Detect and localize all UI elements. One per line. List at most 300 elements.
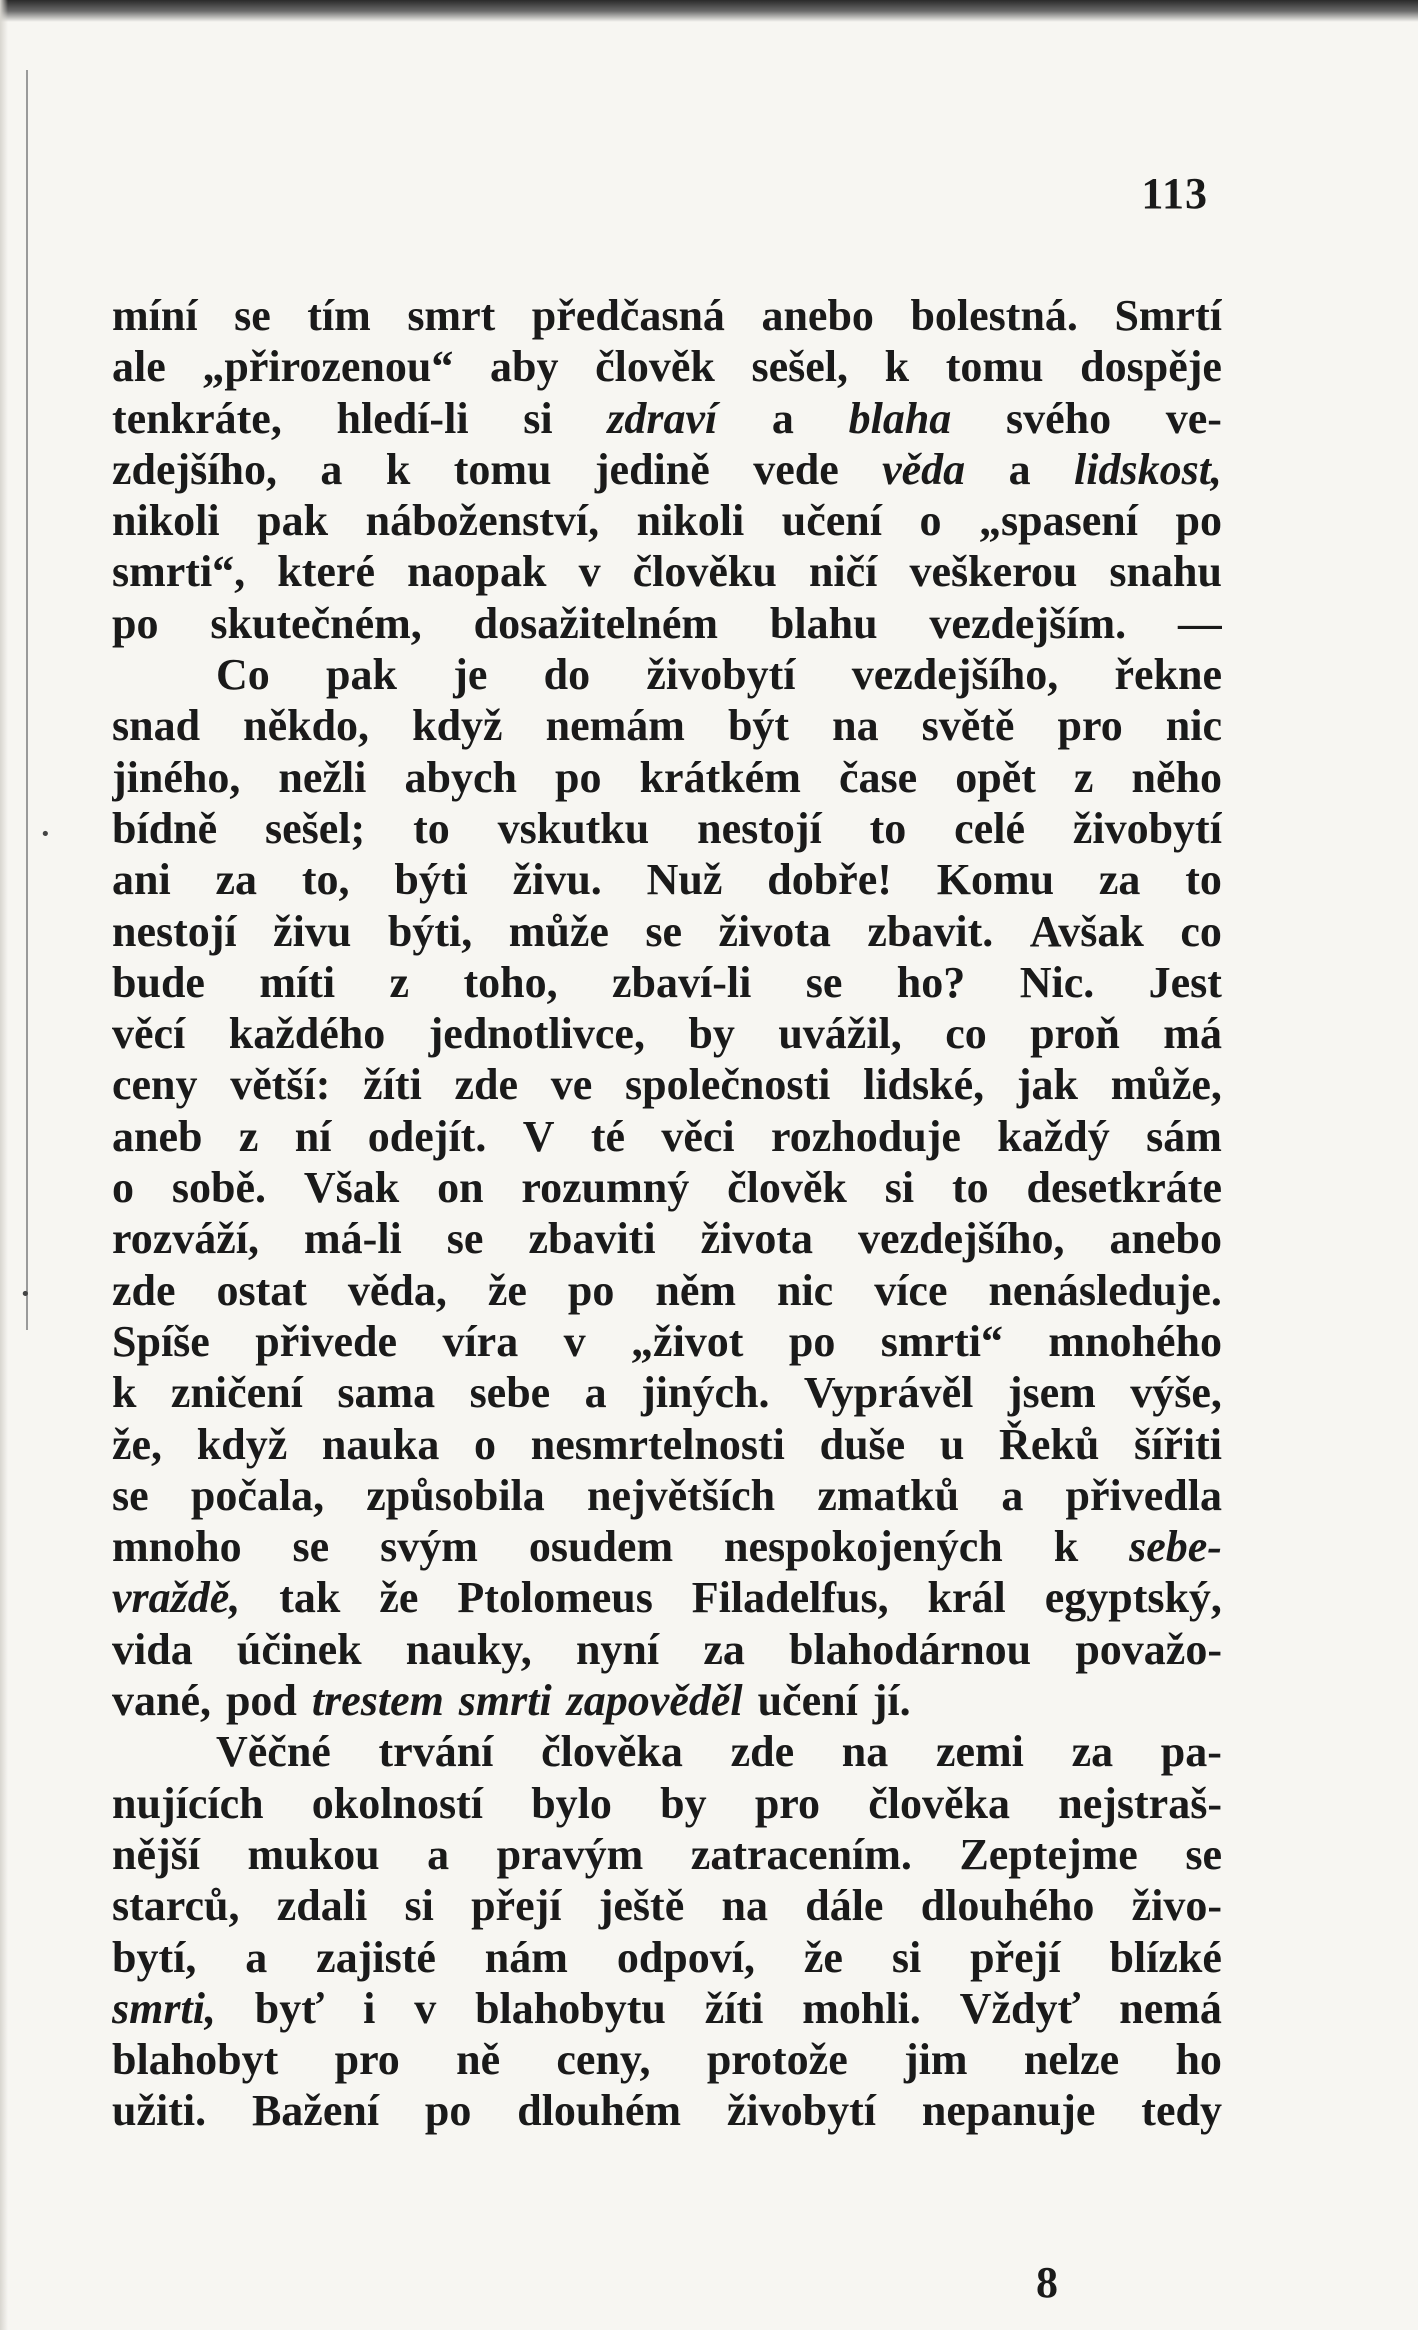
word: nauka (321, 1419, 440, 1469)
word: nám (484, 1932, 568, 1982)
word: sama (337, 1368, 436, 1418)
word: zmatků (817, 1470, 960, 1520)
word: po (555, 752, 602, 802)
word: pod (225, 1676, 297, 1726)
word: zde (454, 1060, 519, 1110)
text-line (112, 649, 1222, 700)
word: jim (904, 2035, 968, 2085)
word: V (522, 1111, 555, 1161)
word: míti (259, 957, 336, 1007)
word: „život (631, 1316, 744, 1366)
word: toho, (463, 957, 558, 1007)
word: tím (307, 291, 371, 340)
word: po (788, 1316, 836, 1366)
word: věda (882, 444, 966, 494)
word: a (427, 1829, 450, 1879)
word: zde (730, 1727, 795, 1777)
word: za (215, 855, 258, 905)
word: ve- (1165, 393, 1222, 443)
word: Ptolomeus (457, 1573, 653, 1623)
word: každého (228, 1009, 386, 1059)
word: ostat (216, 1265, 307, 1315)
text-line (112, 1265, 1222, 1316)
word: „spasení (979, 496, 1138, 546)
word: nepanuje (921, 2086, 1096, 2136)
word: života (700, 1214, 813, 1264)
word: Nic. (1019, 957, 1095, 1007)
text-line (112, 341, 1222, 392)
word: sešel, (751, 342, 849, 392)
word: Věčné (216, 1727, 331, 1777)
text-line (112, 1111, 1222, 1162)
word: přejí (471, 1881, 562, 1931)
word: vezdejším. (929, 598, 1127, 648)
word: smrti, (112, 1983, 216, 2033)
word: krátkém (639, 752, 801, 802)
word: nic (1165, 701, 1222, 751)
word: veškerou (909, 547, 1078, 597)
word: nenásleduje. (988, 1265, 1222, 1315)
word: trvání (378, 1727, 494, 1777)
word: čase (838, 752, 918, 802)
text-line (112, 803, 1222, 854)
word: živo- (1131, 1881, 1222, 1931)
word: ní (294, 1111, 332, 1161)
word: lidskost, (1074, 444, 1222, 494)
word: na (832, 701, 879, 751)
word: nujících (112, 1778, 264, 1828)
word: Však (303, 1163, 400, 1213)
word: k (884, 342, 910, 392)
word: živu. (512, 855, 602, 905)
word: žíti (704, 1983, 764, 2033)
text-line (112, 1932, 1222, 1983)
word: za (1098, 855, 1141, 905)
word: v (414, 1983, 437, 2033)
text-line (112, 393, 1222, 444)
word: za (1071, 1727, 1114, 1777)
text-line (112, 1829, 1222, 1880)
word: vané, (112, 1676, 211, 1726)
word: života (718, 906, 831, 956)
word: býti, (387, 906, 473, 956)
word: má-li (304, 1214, 402, 1264)
word: odejít. (367, 1111, 487, 1161)
word: že (379, 1573, 419, 1623)
text-line (112, 290, 1222, 341)
word: nejstraš- (1058, 1778, 1222, 1828)
word: považo- (1075, 1624, 1222, 1674)
word: pak (257, 496, 329, 546)
word: bude (112, 957, 205, 1007)
scan-top-edge (0, 0, 1418, 22)
word: po (424, 2086, 472, 2136)
word: byť (254, 1983, 325, 2033)
word: aby (489, 342, 559, 392)
signature-mark: 8 (1036, 2258, 1058, 2307)
word: za (703, 1624, 745, 1674)
word: uvážil, (778, 1009, 902, 1059)
word: o (919, 496, 942, 546)
word: co (1180, 906, 1222, 956)
margin-rule (26, 70, 28, 1330)
word: více (874, 1265, 948, 1315)
text-line (112, 546, 1222, 597)
word: by (660, 1778, 707, 1828)
word: zbavit. (867, 906, 994, 956)
word: živobytí (1072, 803, 1222, 853)
word: jiného, (112, 752, 241, 802)
word: mnoho (112, 1522, 242, 1572)
word: víra (442, 1316, 519, 1366)
word: k (385, 444, 411, 494)
word: nemám (545, 701, 685, 751)
word: zajisté (316, 1932, 436, 1982)
word: do (543, 650, 591, 700)
word: vskutku (497, 803, 650, 853)
word: mnohého (1048, 1316, 1222, 1366)
word: té (590, 1111, 626, 1161)
word: ale (112, 342, 166, 392)
word: největších (586, 1470, 776, 1520)
word: světě (921, 701, 1015, 751)
word: dlouhém (517, 2086, 682, 2136)
word: se (645, 906, 683, 956)
word: někdo, (243, 701, 370, 751)
word: odpoví, (616, 1932, 755, 1982)
margin-speck: · (20, 1275, 31, 1311)
word: bylo (531, 1778, 612, 1828)
word: má (1163, 1009, 1222, 1059)
word: bytí, (112, 1932, 197, 1982)
word: se (292, 1522, 330, 1572)
word: šířiti (1133, 1419, 1222, 1469)
word: pravým (496, 1829, 644, 1879)
word: člověk (595, 342, 715, 392)
word: mohli. (802, 1983, 921, 2033)
body-text (112, 290, 1222, 2137)
word: Vyprávěl (803, 1368, 974, 1418)
word: se (112, 1470, 149, 1520)
word: bídně (112, 803, 218, 853)
word: smrt (407, 291, 496, 340)
word: a (320, 444, 343, 494)
word: nauky, (405, 1624, 532, 1674)
word: zdejšího, (112, 444, 277, 494)
word: král (927, 1573, 1006, 1623)
word: z (238, 1111, 259, 1161)
text-line (112, 2085, 1222, 2136)
word: účinek (236, 1624, 362, 1674)
word: věcí (112, 1009, 186, 1059)
text-line (112, 752, 1222, 803)
word: blahu (769, 598, 878, 648)
word: tenkráte, (112, 393, 282, 443)
word: svým (380, 1522, 478, 1572)
word: nelze (1023, 2035, 1120, 2085)
word: přejí (970, 1932, 1061, 1982)
word: z (389, 957, 410, 1007)
word: si (523, 393, 553, 443)
text-line (112, 700, 1222, 751)
word: blaha (848, 393, 952, 443)
word: si (404, 1881, 434, 1931)
text-line (112, 1470, 1222, 1521)
margin-speck: · (40, 815, 51, 851)
word: si (891, 1932, 922, 1982)
word: učení (757, 1676, 858, 1726)
text-line (112, 1213, 1222, 1264)
word: přivede (255, 1316, 398, 1366)
word: ně (456, 2035, 501, 2085)
word: Filadelfus, (691, 1573, 889, 1623)
word: se (805, 957, 843, 1007)
text-line (112, 957, 1222, 1008)
word: zapověděl (566, 1676, 743, 1726)
word: nější (112, 1829, 200, 1879)
word: nestojí (112, 906, 237, 956)
word: Co (216, 650, 270, 700)
text-line (112, 1367, 1222, 1418)
word: starců, (112, 1881, 240, 1931)
word: jsem (1007, 1368, 1096, 1418)
word: pro (754, 1778, 821, 1828)
word: zatracením. (690, 1829, 912, 1879)
word: nemá (1119, 1983, 1222, 2033)
word: celé (954, 803, 1025, 853)
text-line (112, 906, 1222, 957)
word: skutečném, (210, 598, 422, 648)
word: protože (706, 2035, 848, 2085)
text-line (112, 1572, 1222, 1623)
word: tomu (945, 342, 1044, 392)
word: zemi (935, 1727, 1024, 1777)
word: člověku (632, 547, 777, 597)
word: vezdejšího, (851, 650, 1059, 700)
word: které (277, 547, 375, 597)
word: v (578, 547, 601, 597)
word: i (363, 1983, 376, 2033)
word: rozváží, (112, 1214, 260, 1264)
word: lidské, (863, 1060, 985, 1110)
word: ještě (598, 1881, 685, 1931)
word: vezdejšího, (857, 1214, 1065, 1264)
word: učení (781, 496, 882, 546)
word: mukou (247, 1829, 380, 1879)
word: Řeků (999, 1419, 1100, 1469)
word: z (1073, 752, 1094, 802)
word: dlouhého (920, 1881, 1095, 1931)
word: nespokojených (724, 1522, 1003, 1572)
text-line (112, 1880, 1222, 1931)
word: ceny, (556, 2035, 651, 2085)
word: věci (661, 1111, 735, 1161)
word: egyptský, (1044, 1573, 1222, 1623)
word: zbaví-li (612, 957, 752, 1007)
word: sebe- (1129, 1522, 1222, 1572)
text-line (112, 444, 1222, 495)
word: že (487, 1265, 527, 1315)
word: Bažení (251, 2086, 380, 2136)
word: předčasná (531, 291, 725, 340)
word: tak (279, 1573, 341, 1623)
word: vede (753, 444, 839, 494)
word: u (939, 1419, 965, 1469)
word: Smrtí (1114, 291, 1222, 340)
word: rozumný (521, 1163, 690, 1213)
word: jiných. (641, 1368, 770, 1418)
text-line (112, 1983, 1222, 2034)
word: zde (112, 1265, 176, 1315)
scan-left-edge (0, 0, 8, 2330)
word: být (727, 701, 790, 751)
word: živobytí (646, 650, 796, 700)
word: smrti“ (880, 1316, 1003, 1366)
word: nestojí (697, 803, 822, 853)
word: sešel; (265, 803, 366, 853)
word: o (474, 1419, 497, 1469)
word: k (1053, 1522, 1079, 1572)
word: po (567, 1265, 615, 1315)
word: ceny (112, 1060, 198, 1110)
word: by (688, 1009, 735, 1059)
word: na (721, 1881, 768, 1931)
word: řekne (1114, 650, 1222, 700)
word: tomu (453, 444, 552, 494)
word: nikoli (112, 496, 220, 546)
word: přivedla (1065, 1470, 1222, 1520)
word: člověk (727, 1163, 847, 1213)
word: anebo (1109, 1214, 1222, 1264)
word: člověka (541, 1727, 683, 1777)
word: ani (112, 855, 171, 905)
word: člověka (868, 1778, 1011, 1828)
text-line (112, 1162, 1222, 1213)
word: pa- (1160, 1727, 1222, 1777)
word: věda, (347, 1265, 447, 1315)
word: ničí (808, 547, 878, 597)
word: svého (1005, 393, 1112, 443)
word: na (841, 1727, 889, 1777)
word: náboženství, (365, 496, 600, 546)
text-line (112, 1419, 1222, 1470)
word: to (869, 803, 907, 853)
word: že, (112, 1419, 163, 1469)
word: jedině (594, 444, 710, 494)
word: že (803, 1932, 843, 1982)
word: větší: (230, 1060, 331, 1110)
word: každý (997, 1111, 1110, 1161)
word: něho (1131, 752, 1222, 802)
word: živu (273, 906, 352, 956)
word: nic (776, 1265, 834, 1315)
word: nyní (575, 1624, 660, 1674)
word: sebe (469, 1368, 551, 1418)
word: blízké (1109, 1932, 1222, 1982)
word: dobře! (767, 855, 892, 905)
word: užiti. (112, 2086, 207, 2136)
word: opět (955, 752, 1036, 802)
text-line (112, 1059, 1222, 1110)
word: Komu (936, 855, 1055, 905)
word: aneb (112, 1111, 203, 1161)
text-line (112, 1778, 1222, 1829)
word: pak (326, 650, 397, 700)
word: zničení (170, 1368, 303, 1418)
word: jí. (872, 1676, 911, 1726)
word: jak (1016, 1060, 1078, 1110)
word: zdraví (607, 393, 718, 443)
word: osudem (528, 1522, 674, 1572)
word: může, (1110, 1060, 1222, 1110)
word: bolestná. (910, 291, 1078, 340)
text-line (112, 1675, 1222, 1726)
word: k (112, 1368, 137, 1418)
text-line (112, 1726, 1222, 1777)
word: smrti (458, 1676, 552, 1726)
text-line (112, 854, 1222, 905)
word: anebo (761, 291, 874, 340)
word: snahu (1109, 547, 1222, 597)
word: je (453, 650, 488, 700)
word: Nuž (646, 855, 723, 905)
word: a (584, 1368, 607, 1418)
word: výše, (1130, 1368, 1222, 1418)
word: jednotlivce, (428, 1009, 645, 1059)
text-line (112, 1624, 1222, 1675)
word: společnosti (625, 1060, 831, 1110)
word: míní (112, 291, 198, 340)
word: nikoli (636, 496, 745, 546)
word: co (945, 1009, 987, 1059)
word: se (446, 1214, 484, 1264)
word: naopak (407, 547, 547, 597)
word: a (1001, 1470, 1024, 1520)
word: po (112, 598, 159, 648)
word: Vždyť (959, 1983, 1081, 2033)
word: Zeptejme (959, 1829, 1138, 1879)
word: to (413, 803, 450, 853)
word: pro (334, 2035, 400, 2085)
word: a (245, 1932, 268, 1982)
word: v (563, 1316, 586, 1366)
word: sám (1146, 1111, 1222, 1161)
word: tedy (1141, 2086, 1222, 2136)
text-line (112, 1521, 1222, 1572)
word: dosažitelném (473, 598, 719, 648)
word: trestem (311, 1676, 444, 1726)
word: ve (550, 1060, 593, 1110)
word: způsobila (366, 1470, 545, 1520)
text-line (112, 2034, 1222, 2085)
word: proň (1030, 1009, 1120, 1059)
word: když (196, 1419, 288, 1469)
word: žíti (363, 1060, 422, 1110)
word: snad (112, 701, 201, 751)
word: zdali (276, 1881, 368, 1931)
word: když (412, 701, 503, 751)
word: a (771, 393, 794, 443)
text-line (112, 1316, 1222, 1367)
word: živobytí (726, 2086, 877, 2136)
word: dospěje (1080, 342, 1222, 392)
word: ho? (896, 957, 966, 1007)
word: Avšak (1029, 906, 1144, 956)
word: — (1177, 598, 1222, 648)
word: zbaviti (528, 1214, 656, 1264)
word: smrti“, (112, 547, 246, 597)
word: o (112, 1163, 134, 1213)
